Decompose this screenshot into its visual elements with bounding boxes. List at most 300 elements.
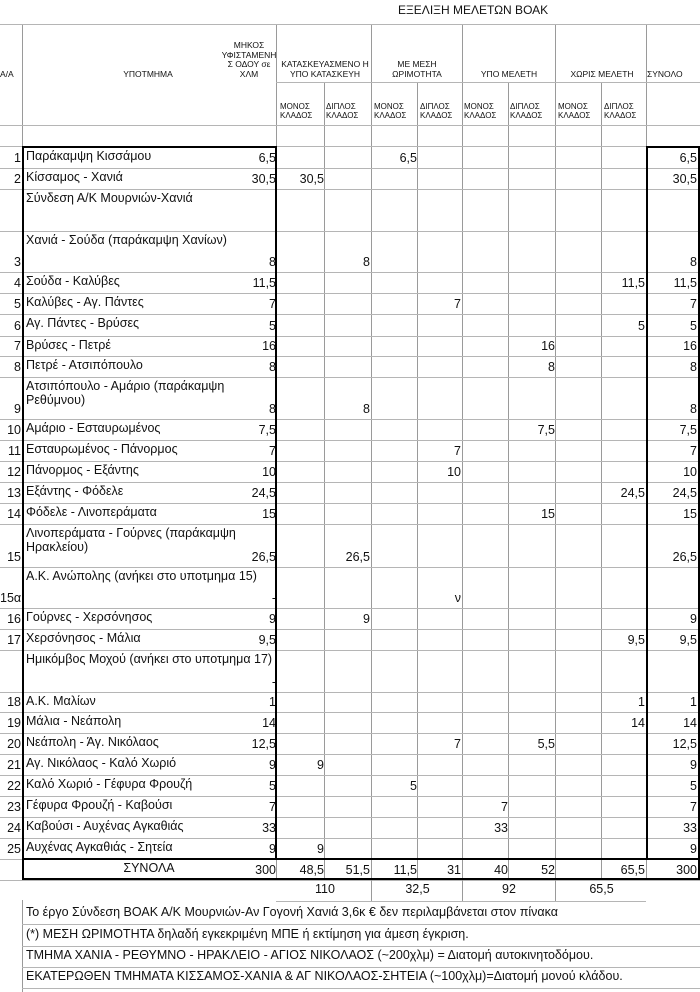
us-single-cell	[464, 151, 508, 167]
ns-single-cell	[557, 444, 601, 460]
grid-line	[0, 733, 700, 734]
totals-uc-double-cell: 51,5	[345, 863, 370, 877]
uc-double-cell	[326, 276, 370, 292]
ns-single-cell	[557, 319, 601, 335]
row-number-cell: 17	[7, 633, 21, 647]
ns-single-cell	[557, 339, 601, 355]
length-cell: 8	[269, 360, 276, 374]
ns-single-cell	[557, 465, 601, 481]
us-single-cell	[464, 550, 508, 566]
ns-single-cell	[557, 550, 601, 566]
length-cell: 26,5	[251, 550, 276, 564]
ns-double-cell	[601, 151, 645, 167]
subsection-name-cell: Πετρέ - Ατσιπόπουλο	[26, 358, 143, 372]
ns-double-cell	[601, 297, 645, 313]
m-double-cell	[417, 151, 461, 167]
totals-us-single-cell: 40	[494, 863, 508, 877]
sheet-title: ΕΞΕΛΙΞΗ ΜΕΛΕΤΩΝ ΒΟΑΚ	[398, 4, 549, 17]
us-double-cell	[511, 444, 555, 460]
total-cell: 26,5	[672, 550, 697, 564]
subsection-name-cell: Πάνορμος - Εξάντης	[26, 463, 139, 477]
m-double-cell	[417, 800, 461, 816]
uc-single-cell	[280, 360, 324, 376]
grid-line	[0, 146, 700, 147]
uc-double-cell	[326, 151, 370, 167]
uc-double-cell	[326, 486, 370, 502]
us-single-cell	[464, 758, 508, 774]
row-number-cell: 23	[7, 800, 21, 814]
m-double-cell	[417, 758, 461, 774]
grid-line	[0, 712, 700, 713]
totals-total-cell: 300	[676, 863, 697, 877]
uc-double-cell	[326, 821, 370, 837]
uc-single-cell	[280, 612, 324, 628]
ns-double-cell	[601, 821, 645, 837]
us-double-cell	[511, 758, 555, 774]
totals-label: ΣΥΝΟΛΑ	[123, 861, 175, 875]
grid-line	[22, 967, 700, 968]
ns-double-cell	[601, 214, 645, 230]
total-cell: 12,5	[672, 737, 697, 751]
us-single-cell	[464, 465, 508, 481]
row-number-cell: 16	[7, 612, 21, 626]
m-single-cell	[373, 276, 417, 292]
us-single-cell	[464, 842, 508, 858]
grid-line	[0, 692, 700, 693]
ns-double-cell: 9,5	[627, 633, 645, 647]
m-double-cell	[417, 716, 461, 732]
footnote: ΕΚΑΤΕΡΩΘΕΝ ΤΜΗΜΑΤΑ ΚΙΣΣΑΜΟΣ-ΧΑΝΙΑ & ΑΓ ΝΙΚΟΛΑΟΣ-ΣΗΤΕΙΑ (~100χλμ)=Διατομή μονού κλάδου.	[26, 969, 623, 983]
grid-line	[0, 125, 700, 126]
total-cell: 8	[690, 255, 697, 269]
grid-line	[508, 82, 509, 880]
m-double-cell	[417, 319, 461, 335]
m-double-cell: 10	[447, 465, 461, 479]
total-cell: 10	[683, 465, 697, 479]
grid-line	[324, 82, 325, 880]
row-number-cell: 15	[7, 550, 21, 564]
m-single-cell	[373, 423, 417, 439]
us-single-cell: 33	[494, 821, 508, 835]
uc-double-cell	[326, 465, 370, 481]
grid-line	[0, 314, 700, 315]
grid-line	[462, 880, 463, 901]
ns-double-cell	[601, 550, 645, 566]
us-double-cell	[511, 800, 555, 816]
row-number-cell: 13	[7, 486, 21, 500]
ns-single-cell	[557, 612, 601, 628]
total-cell: 33	[683, 821, 697, 835]
us-double-cell: 16	[541, 339, 555, 353]
row-number-cell: 19	[7, 716, 21, 730]
ns-double-cell	[601, 360, 645, 376]
totals-m-double-cell: 31	[447, 863, 461, 877]
uc-double-cell	[326, 591, 370, 607]
subheader-us-double: ΔΙΠΛΟΣ ΚΛΑΔΟΣ	[510, 102, 543, 121]
grid-line	[0, 650, 700, 651]
ns-double-cell: 24,5	[620, 486, 645, 500]
grid-line	[0, 272, 700, 273]
us-single-cell	[464, 423, 508, 439]
row-number-cell: 24	[7, 821, 21, 835]
us-single-cell	[464, 591, 508, 607]
ns-single-cell	[557, 591, 601, 607]
ns-single-cell	[557, 486, 601, 502]
subheader-uc-double: ΔΙΠΛΟΣ ΚΛΑΔΟΣ	[326, 102, 359, 121]
subsection-name-cell: Βρύσες - Πετρέ	[26, 338, 111, 352]
subheader-m-single: ΜΟΝΟΣ ΚΛΑΔΟΣ	[374, 102, 407, 121]
totals-m-single-cell: 11,5	[393, 863, 417, 877]
row-number-cell: 22	[7, 779, 21, 793]
us-double-cell	[511, 550, 555, 566]
total-cell	[653, 591, 697, 607]
us-single-cell	[464, 695, 508, 711]
m-double-cell: 7	[454, 444, 461, 458]
ns-double-cell	[601, 507, 645, 523]
m-single-cell	[373, 675, 417, 691]
us-double-cell	[511, 402, 555, 418]
us-single-cell	[464, 214, 508, 230]
subsection-name-cell: Εξάντης - Φόδελε	[26, 484, 124, 498]
header-under-construction: ΚΑΤΑΣΚΕΥΑΣΜΕΝΟ Η ΥΠΟ ΚΑΤΑΣΚΕΥΗ	[281, 59, 369, 80]
us-double-cell	[511, 151, 555, 167]
ns-single-cell	[557, 800, 601, 816]
length-cell: 5	[269, 779, 276, 793]
grid-line	[371, 880, 372, 901]
totals-ns-double-cell: 65,5	[620, 863, 645, 877]
row-number-cell: 4	[14, 276, 21, 290]
uc-single-cell	[280, 297, 324, 313]
grid-line	[0, 482, 700, 483]
ns-single-cell	[557, 423, 601, 439]
length-cell: 9	[269, 842, 276, 856]
uc-double-cell	[326, 758, 370, 774]
grid-line	[0, 461, 700, 462]
ns-double-cell	[601, 800, 645, 816]
ns-single-cell	[557, 276, 601, 292]
m-single-cell	[373, 297, 417, 313]
total-cell: 9	[690, 842, 697, 856]
total-cell: 8	[690, 360, 697, 374]
m-double-cell: 7	[454, 737, 461, 751]
ns-double-cell	[601, 758, 645, 774]
uc-single-cell	[280, 821, 324, 837]
uc-double-cell	[326, 360, 370, 376]
ns-single-cell	[557, 842, 601, 858]
grid-line	[22, 988, 700, 989]
subsection-name-cell: Φόδελε - Λινοπεράματα	[26, 505, 157, 519]
subsection-name-cell: Σούδα - Καλύβες	[26, 274, 120, 288]
us-double-cell	[511, 172, 555, 188]
uc-single-cell	[280, 423, 324, 439]
m-single-cell	[373, 507, 417, 523]
us-double-cell	[511, 591, 555, 607]
m-double-cell	[417, 214, 461, 230]
length-cell: -	[271, 675, 276, 689]
us-double-cell	[511, 276, 555, 292]
ns-single-cell	[557, 821, 601, 837]
row-number-cell: 25	[7, 842, 21, 856]
subsection-name-cell: Καλύβες - Αγ. Πάντες	[26, 295, 144, 309]
row-number-cell: 11	[8, 444, 21, 458]
length-cell: 33	[262, 821, 276, 835]
grid-line	[0, 189, 700, 190]
us-double-cell	[511, 675, 555, 691]
m-single-cell	[373, 842, 417, 858]
grid-line	[22, 946, 700, 947]
us-single-cell	[464, 339, 508, 355]
row-number-cell: 5	[14, 297, 21, 311]
subsection-name-cell: Σύνδεση Α/Κ Μουρνιών-Χανιά	[26, 191, 193, 205]
m-double-cell	[417, 675, 461, 691]
length-cell: 16	[262, 339, 276, 353]
subsection-name-cell: Παράκαμψη Κισσάμου	[26, 149, 152, 163]
subsection-name-cell: Κίσσαμος - Χανιά	[26, 170, 123, 184]
subsection-name-cell: Μάλια - Νεάπολη	[26, 714, 122, 728]
total-cell: 7	[690, 297, 697, 311]
uc-single-cell	[280, 486, 324, 502]
grid-line	[0, 880, 700, 881]
m-double-cell	[417, 423, 461, 439]
subheader-m-double: ΔΙΠΛΟΣ ΚΛΑΔΟΣ	[420, 102, 453, 121]
row-number-cell: 18	[7, 695, 21, 709]
total-cell: 5	[690, 319, 697, 333]
ns-single-cell	[557, 297, 601, 313]
uc-single-cell	[280, 737, 324, 753]
us-single-cell	[464, 716, 508, 732]
uc-double-cell	[326, 214, 370, 230]
header-no-study: ΧΩΡΙΣ ΜΕΛΕΤΗ	[570, 69, 634, 80]
m-single-cell: 6,5	[399, 151, 417, 165]
uc-double-cell	[326, 737, 370, 753]
us-single-cell	[464, 402, 508, 418]
subsection-name-cell: Εσταυρωμένος - Πάνορμος	[26, 442, 178, 456]
uc-single-cell	[280, 465, 324, 481]
subsection-name-cell: Καλό Χωριό - Γέφυρα Φρουζή	[26, 777, 193, 791]
footnote: (*) ΜΕΣΗ ΩΡΙΜΟΤΗΤΑ δηλαδή εγκεκριμένη ΜΠΕ ή εκτίμηση για άμεση έγκριση.	[26, 927, 469, 941]
row-number-cell	[0, 675, 21, 691]
us-single-cell	[464, 486, 508, 502]
us-single-cell	[464, 612, 508, 628]
row-number-cell: 21	[7, 758, 21, 772]
grid-line	[0, 336, 700, 337]
ns-double-cell	[601, 444, 645, 460]
grid-line	[0, 796, 700, 797]
ns-double-cell: 14	[631, 716, 645, 730]
m-single-cell	[373, 214, 417, 230]
uc-double-cell: 8	[363, 402, 370, 416]
uc-double-cell	[326, 172, 370, 188]
grid-line	[0, 231, 700, 232]
row-number-cell: 6	[14, 319, 21, 333]
subsection-name-cell: Αγ. Πάντες - Βρύσες	[26, 316, 140, 330]
grid-line	[0, 629, 700, 630]
ns-double-cell	[601, 172, 645, 188]
group-total-m: 32,5	[405, 882, 430, 896]
uc-single-cell	[280, 633, 324, 649]
length-cell: 7,5	[258, 423, 276, 437]
header-subsection: ΥΠΟΤΜΗΜΑ	[123, 69, 173, 80]
subsection-name-cell: Α.Κ. Μαλίων	[26, 694, 96, 708]
us-single-cell	[464, 360, 508, 376]
row-number-cell: 12	[7, 465, 21, 479]
row-number-cell	[0, 214, 21, 230]
subsection-name-cell: Ατσιπόπουλο - Αμάριο (παράκαμψη Ρεθύμνου)	[26, 379, 225, 408]
length-cell: 15	[262, 507, 276, 521]
uc-single-cell	[280, 444, 324, 460]
us-double-cell	[511, 821, 555, 837]
m-double-cell	[417, 276, 461, 292]
grid-line	[276, 24, 277, 880]
grid-line	[0, 503, 700, 504]
us-double-cell	[511, 319, 555, 335]
uc-single-cell	[280, 675, 324, 691]
ns-single-cell	[557, 214, 601, 230]
grid-line	[276, 82, 700, 83]
length-cell: 8	[269, 255, 276, 269]
m-single-cell	[373, 444, 417, 460]
ns-double-cell	[601, 423, 645, 439]
ns-single-cell	[557, 737, 601, 753]
uc-single-cell	[280, 695, 324, 711]
uc-double-cell: 26,5	[345, 550, 370, 564]
m-single-cell	[373, 360, 417, 376]
uc-single-cell: 9	[317, 842, 324, 856]
uc-double-cell	[326, 444, 370, 460]
length-cell: 9	[269, 758, 276, 772]
ns-single-cell	[557, 172, 601, 188]
ns-single-cell	[557, 716, 601, 732]
m-double-cell	[417, 402, 461, 418]
ns-single-cell	[557, 402, 601, 418]
total-cell: 30,5	[672, 172, 697, 186]
row-number-cell: 10	[7, 423, 21, 437]
grid-line	[0, 168, 700, 169]
us-single-cell	[464, 172, 508, 188]
uc-double-cell: 8	[363, 255, 370, 269]
uc-double-cell	[326, 297, 370, 313]
total-cell: 1	[690, 695, 697, 709]
uc-single-cell	[280, 151, 324, 167]
ns-single-cell	[557, 255, 601, 271]
length-cell: 30,5	[251, 172, 276, 186]
uc-single-cell	[280, 214, 324, 230]
m-single-cell	[373, 800, 417, 816]
m-single-cell	[373, 758, 417, 774]
subheader-ns-double: ΔΙΠΛΟΣ ΚΛΑΔΟΣ	[604, 102, 637, 121]
grid-line	[601, 82, 602, 880]
group-total-ns: 65,5	[589, 882, 614, 896]
ns-single-cell	[557, 779, 601, 795]
uc-double-cell	[326, 675, 370, 691]
grid-line	[0, 817, 700, 818]
uc-double-cell	[326, 423, 370, 439]
ns-double-cell	[601, 339, 645, 355]
grid-line	[555, 880, 556, 901]
total-cell: 5	[690, 779, 697, 793]
subsection-name-cell: Αυχένας Αγκαθιάς - Σητεία	[26, 840, 173, 854]
uc-double-cell	[326, 779, 370, 795]
ns-double-cell	[601, 779, 645, 795]
uc-double-cell	[326, 339, 370, 355]
m-double-cell: 7	[454, 297, 461, 311]
m-double-cell	[417, 695, 461, 711]
uc-single-cell	[280, 550, 324, 566]
m-single-cell	[373, 319, 417, 335]
grid-line	[0, 859, 700, 860]
subsection-name-cell: Λινοπεράματα - Γούρνες (παράκαμψη Ηρακλείου)	[26, 526, 236, 555]
subsection-name-cell: Αμάριο - Εσταυρωμένος	[26, 421, 161, 435]
length-cell: 8	[269, 402, 276, 416]
total-cell: 7	[690, 800, 697, 814]
us-double-cell: 7,5	[537, 423, 555, 437]
ns-single-cell	[557, 675, 601, 691]
length-cell: 14	[262, 716, 276, 730]
m-single-cell	[373, 465, 417, 481]
subheader-uc-single: ΜΟΝΟΣ ΚΛΑΔΟΣ	[280, 102, 313, 121]
grid-line	[0, 377, 700, 378]
total-cell: 9	[690, 758, 697, 772]
ns-double-cell: 1	[638, 695, 645, 709]
length-cell: 9	[269, 612, 276, 626]
totals-length-cell: 300	[255, 863, 276, 877]
total-cell: 9	[690, 612, 697, 626]
uc-single-cell	[280, 255, 324, 271]
us-double-cell	[511, 214, 555, 230]
subsection-name-cell: Χανιά - Σούδα (παράκαμψη Χανίων)	[26, 233, 227, 247]
us-double-cell	[511, 297, 555, 313]
totals-ns-single-cell	[557, 863, 601, 879]
total-cell: 8	[690, 402, 697, 416]
us-double-cell: 8	[548, 360, 555, 374]
ns-double-cell	[601, 255, 645, 271]
length-cell: 7	[269, 444, 276, 458]
uc-double-cell: 9	[363, 612, 370, 626]
m-single-cell: 5	[410, 779, 417, 793]
us-double-cell	[511, 842, 555, 858]
m-single-cell	[373, 550, 417, 566]
group-total-uc: 110	[315, 882, 335, 896]
us-single-cell	[464, 297, 508, 313]
uc-double-cell	[326, 842, 370, 858]
m-single-cell	[373, 695, 417, 711]
ns-double-cell	[601, 737, 645, 753]
length-cell: 7	[269, 297, 276, 311]
m-single-cell	[373, 821, 417, 837]
total-cell: 9,5	[679, 633, 697, 647]
total-cell: 7	[690, 444, 697, 458]
grid-line	[0, 419, 700, 420]
us-double-cell	[511, 779, 555, 795]
ns-double-cell	[601, 842, 645, 858]
m-double-cell	[417, 779, 461, 795]
ns-single-cell	[557, 633, 601, 649]
uc-double-cell	[326, 716, 370, 732]
length-cell: 11,5	[252, 276, 276, 290]
total-cell: 16	[683, 339, 697, 353]
ns-double-cell	[601, 675, 645, 691]
subsection-name-cell: Γούρνες - Χερσόνησος	[26, 610, 153, 624]
row-number-cell: 8	[14, 360, 21, 374]
uc-single-cell: 30,5	[299, 172, 324, 186]
us-single-cell	[464, 737, 508, 753]
uc-single-cell	[280, 779, 324, 795]
length-cell: 12,5	[251, 737, 276, 751]
us-single-cell: 7	[501, 800, 508, 814]
grid-line	[0, 524, 700, 525]
ns-double-cell	[601, 402, 645, 418]
total-cell: 15	[683, 507, 697, 521]
